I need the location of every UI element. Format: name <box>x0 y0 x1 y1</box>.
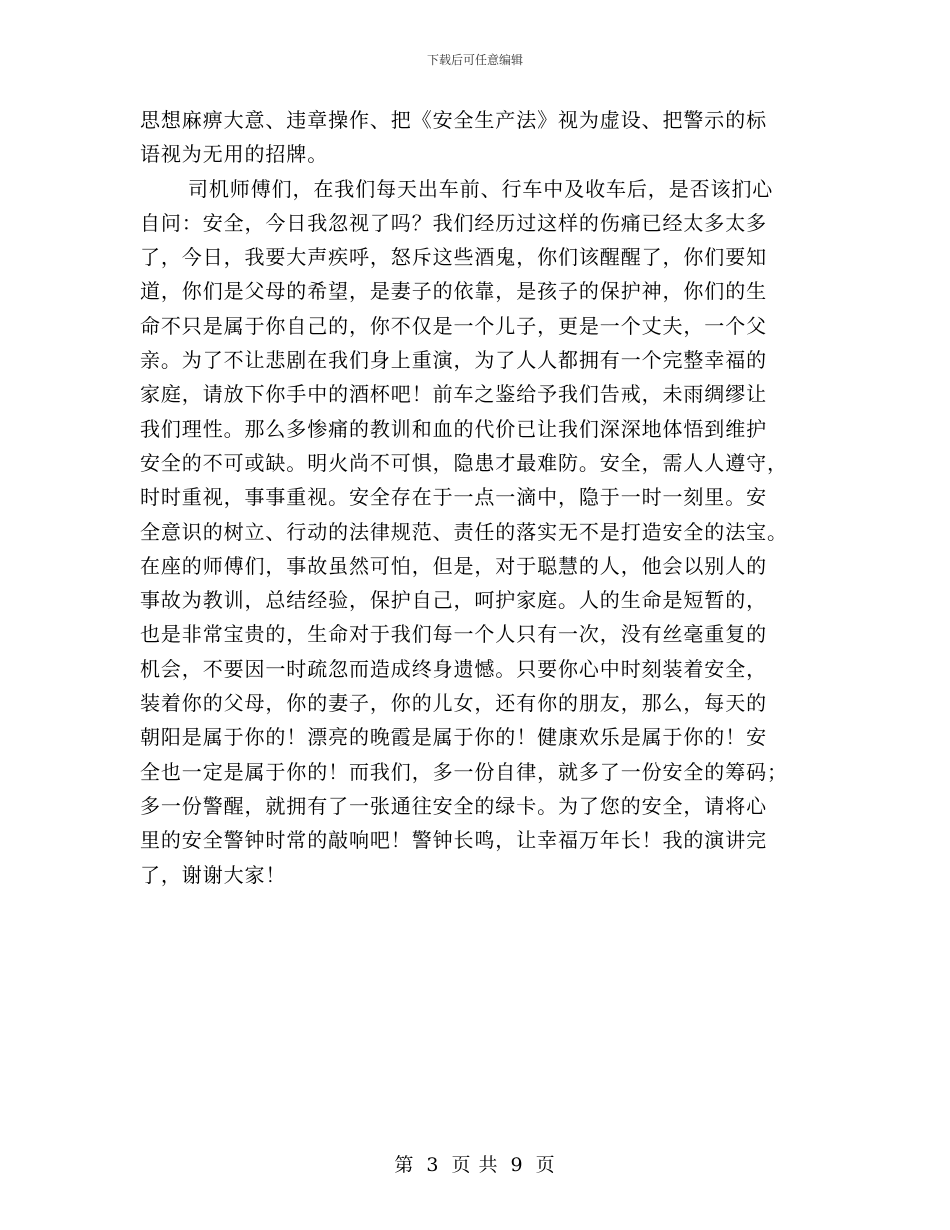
text-line: 全也一定是属于你的！而我们，多一份自律，就多了一份安全的筹码； <box>140 759 788 784</box>
text-line: 全意识的树立、行动的法律规范、责任的落实无不是打造安全的法宝。 <box>140 519 788 544</box>
text-line: 了，谢谢大家！ <box>140 862 287 887</box>
text-line: 语视为无用的招牌。 <box>140 142 329 167</box>
text-line: 道，你们是父母的希望，是妻子的依靠，是孩子的保护神，你们的生 <box>140 279 767 304</box>
text-line: 机会，不要因一时疏忽而造成终身遗憾。只要你心中时刻装着安全， <box>140 656 767 681</box>
text-line: 思想麻痹大意、违章操作、把《安全生产法》视为虚设、把警示的标 <box>140 108 767 132</box>
text-line: 了，今日，我要大声疾呼，怒斥这些酒鬼，你们该醒醒了，你们要知 <box>140 245 767 270</box>
paragraph-first-line: 司机师傅们，在我们每天出车前、行车中及收车后，是否该扪心 <box>188 176 774 201</box>
total-pages-number: 9 <box>510 1154 524 1176</box>
page-label-suffix: 页 <box>535 1154 556 1176</box>
text-line: 安全的不可或缺。明火尚不可惧，隐患才最难防。安全，需人人遵守， <box>140 450 788 475</box>
text-line: 家庭，请放下你手中的酒杯吧！前车之鉴给予我们告戒，未雨绸缪让 <box>140 382 767 407</box>
text-line: 装着你的父母，你的妻子，你的儿女，还有你的朋友，那么，每天的 <box>140 691 767 716</box>
text-line: 里的安全警钟时常的敲响吧！警钟长鸣，让幸福万年长！我的演讲完 <box>140 828 767 853</box>
page-label-mid: 页 共 <box>451 1154 499 1176</box>
page-label-prefix: 第 <box>394 1154 415 1176</box>
text-line: 命不只是属于你自己的，你不仅是一个儿子，更是一个丈夫，一个父 <box>140 313 767 338</box>
text-line: 也是非常宝贵的，生命对于我们每一个人只有一次，没有丝毫重复的 <box>140 622 767 647</box>
text-line: 在座的师傅们，事故虽然可怕，但是，对于聪慧的人，他会以别人的 <box>140 553 767 578</box>
text-line: 我们理性。那么多惨痛的教训和血的代价已让我们深深地体悟到维护 <box>140 416 767 441</box>
page-header: 下载后可任意编辑 <box>426 53 523 67</box>
current-page-number: 3 <box>426 1154 440 1176</box>
text-line: 自问：安全，今日我忽视了吗？我们经历过这样的伤痛已经太多太多 <box>140 210 767 235</box>
text-line: 亲。为了不让悲剧在我们身上重演，为了人人都拥有一个完整幸福的 <box>140 348 767 373</box>
document-body <box>140 103 800 892</box>
text-line: 朝阳是属于你的！漂亮的晚霞是属于你的！健康欢乐是属于你的！安 <box>140 725 767 750</box>
text-line: 时时重视，事事重视。安全存在于一点一滴中，隐于一时一刻里。安 <box>140 485 767 510</box>
text-line: 事故为教训，总结经验，保护自己，呵护家庭。人的生命是短暂的， <box>140 588 767 613</box>
text-line: 多一份警醒，就拥有了一张通往安全的绿卡。为了您的安全，请将心 <box>140 793 767 818</box>
page-number-footer <box>0 1153 950 1177</box>
